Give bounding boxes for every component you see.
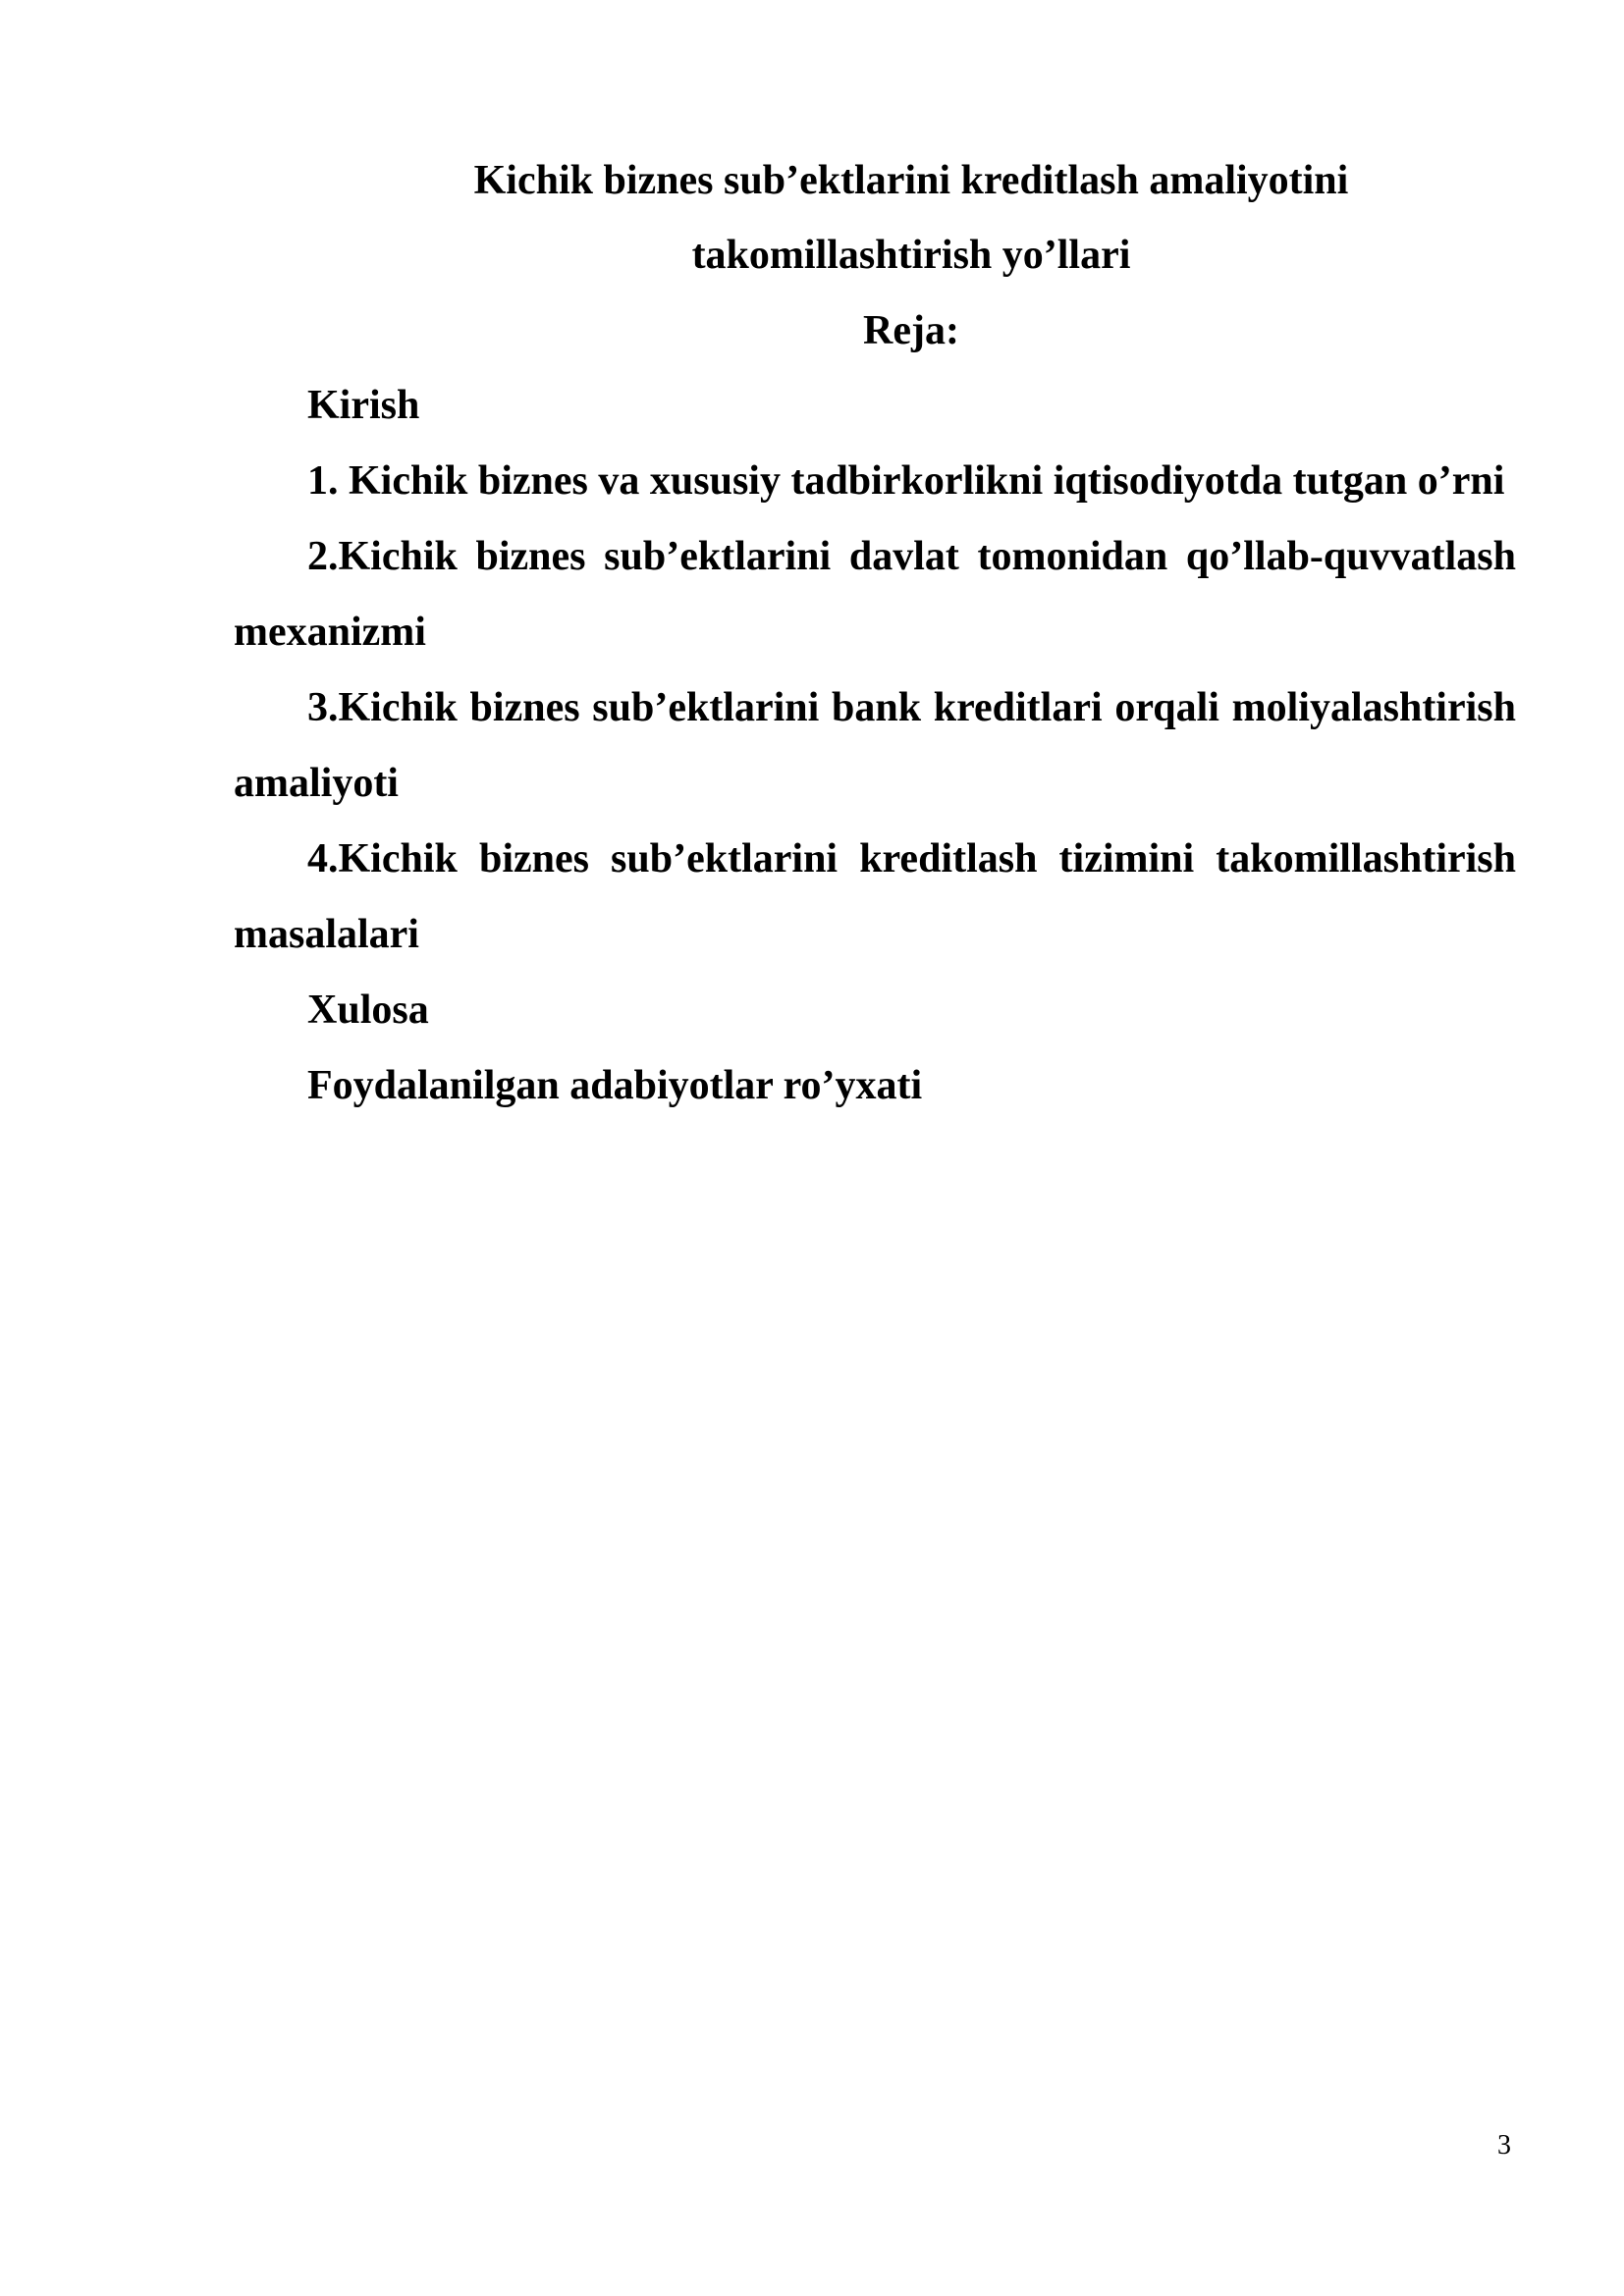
plan-item-references: Foydalanilgan adabiyotlar ro’yxati [307,1063,923,1108]
document-title-line-1: Kichik biznes sub’ektlarini kreditlash amaliyotini [473,158,1349,203]
plan-item-2: 2.Kichik biznes sub’ektlarini davlat tomonidan qo’llab-quvvatlash mexanizmi [234,534,1516,655]
plan-item-conclusion: Xulosa [307,988,429,1033]
page-number: 3 [1497,2130,1511,2161]
plan-list [234,368,1516,1124]
document-title-line-2: takomillashtirish yo’llari [691,233,1131,278]
plan-item-introduction: Kirish [307,383,420,428]
plan-item-4: 4.Kichik biznes sub’ektlarini kreditlash tizimini takomillashtirish masalalari [234,836,1516,957]
plan-heading: Reja: [863,308,959,353]
plan-item-1: 1. Kichik biznes va xususiy tadbirkorlikni iqtisodiyotda tutgan o’rni [307,458,1505,504]
plan-item-3: 3.Kichik biznes sub’ektlarini bank kreditlari orqali moliyalashtirish amaliyoti [234,685,1516,806]
